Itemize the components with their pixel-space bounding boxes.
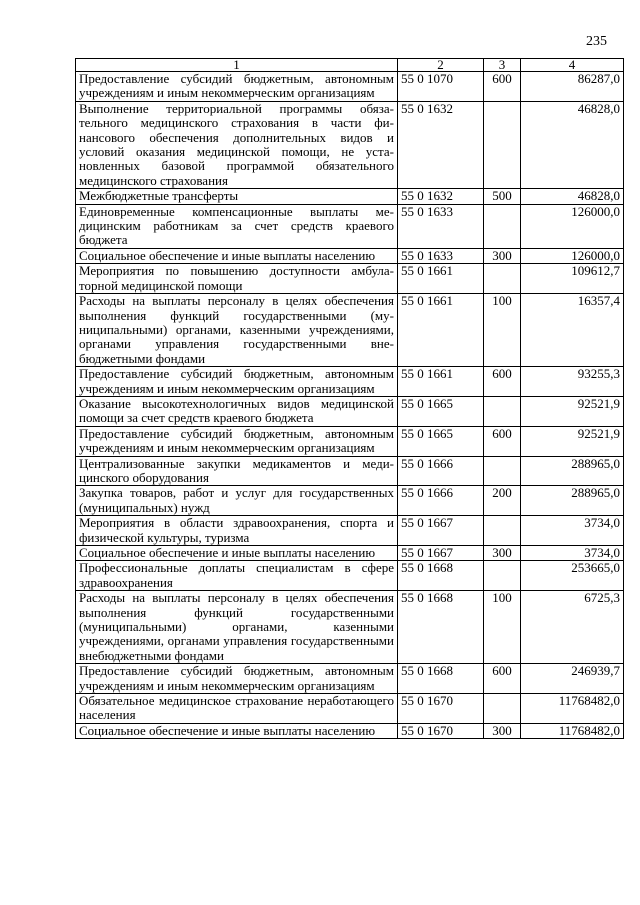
row-type-cell: 200 bbox=[484, 486, 521, 516]
row-amount-cell: 46828,0 bbox=[521, 189, 624, 204]
column-header-3: 3 bbox=[484, 59, 521, 72]
table-row bbox=[76, 426, 624, 456]
row-code-cell: 55 0 1670 bbox=[398, 694, 484, 724]
row-amount-cell: 11768482,0 bbox=[521, 723, 624, 738]
table-row bbox=[76, 264, 624, 294]
row-name-cell: Предоставление субсидий бюджетным, автономным учреждениям и иным некоммерческим организациям bbox=[76, 664, 398, 694]
row-type-cell: 100 bbox=[484, 591, 521, 664]
table-row bbox=[76, 248, 624, 263]
page-number: 235 bbox=[586, 34, 607, 49]
row-amount-cell: 253665,0 bbox=[521, 561, 624, 591]
row-code-cell: 55 0 1667 bbox=[398, 546, 484, 561]
row-name-cell: Межбюджетные трансферты bbox=[76, 189, 398, 204]
budget-table bbox=[75, 58, 624, 739]
row-type-cell: 600 bbox=[484, 426, 521, 456]
column-header-4: 4 bbox=[521, 59, 624, 72]
row-name-cell: Выполнение территориальной программы обязательного медицинского страхования в части финансового обеспечения дополнительных видов и условий оказания медицинской помощи, не установленных базовой программой обязательного медицинского страхования bbox=[76, 101, 398, 188]
table-row bbox=[76, 591, 624, 664]
row-type-cell: 300 bbox=[484, 546, 521, 561]
row-name-cell: Профессиональные доплаты специалистам в сфере здравоохранения bbox=[76, 561, 398, 591]
row-type-cell bbox=[484, 561, 521, 591]
table-row bbox=[76, 664, 624, 694]
table-row bbox=[76, 72, 624, 102]
table-row bbox=[76, 204, 624, 248]
row-code-cell: 55 0 1666 bbox=[398, 456, 484, 486]
row-amount-cell: 126000,0 bbox=[521, 248, 624, 263]
table-row bbox=[76, 396, 624, 426]
table-row bbox=[76, 546, 624, 561]
row-type-cell: 600 bbox=[484, 72, 521, 102]
row-type-cell bbox=[484, 396, 521, 426]
row-name-cell: Социальное обеспечение и иные выплаты населению bbox=[76, 546, 398, 561]
row-amount-cell: 6725,3 bbox=[521, 591, 624, 664]
row-name-cell: Закупка товаров, работ и услуг для государственных (муниципальных) нужд bbox=[76, 486, 398, 516]
row-name-cell: Предоставление субсидий бюджетным, автономным учреждениям и иным некоммерческим организациям bbox=[76, 426, 398, 456]
row-type-cell bbox=[484, 264, 521, 294]
row-amount-cell: 92521,9 bbox=[521, 426, 624, 456]
row-amount-cell: 288965,0 bbox=[521, 456, 624, 486]
row-name-cell: Единовременные компенсационные выплаты медицинским работникам за счет средств краевого бюджета bbox=[76, 204, 398, 248]
row-code-cell: 55 0 1668 bbox=[398, 591, 484, 664]
row-type-cell bbox=[484, 516, 521, 546]
row-name-cell: Мероприятия в области здравоохранения, спорта и физической культуры, туризма bbox=[76, 516, 398, 546]
row-amount-cell: 86287,0 bbox=[521, 72, 624, 102]
row-name-cell: Расходы на выплаты персоналу в целях обеспечения выполнения функций государственными (муниципальными) органами, казенными учреждениями, органами управления государственными внебюджетными фондами bbox=[76, 294, 398, 367]
row-amount-cell: 93255,3 bbox=[521, 367, 624, 397]
table-row bbox=[76, 101, 624, 188]
row-name-cell: Оказание высокотехнологичных видов медицинской помощи за счет средств краевого бюджета bbox=[76, 396, 398, 426]
row-code-cell: 55 0 1661 bbox=[398, 294, 484, 367]
row-code-cell: 55 0 1670 bbox=[398, 723, 484, 738]
row-type-cell bbox=[484, 456, 521, 486]
row-name-cell: Расходы на выплаты персоналу в целях обеспечения выполнения функций государственными (муниципальными) органами, казенными учреждениями, органами управления государственными внебюджетными фондами bbox=[76, 591, 398, 664]
row-code-cell: 55 0 1633 bbox=[398, 248, 484, 263]
row-name-cell: Централизованные закупки медикаментов и медицинского оборудования bbox=[76, 456, 398, 486]
row-code-cell: 55 0 1633 bbox=[398, 204, 484, 248]
row-type-cell bbox=[484, 101, 521, 188]
row-type-cell: 600 bbox=[484, 664, 521, 694]
row-amount-cell: 3734,0 bbox=[521, 516, 624, 546]
row-amount-cell: 288965,0 bbox=[521, 486, 624, 516]
table-row bbox=[76, 516, 624, 546]
row-type-cell: 500 bbox=[484, 189, 521, 204]
row-type-cell: 300 bbox=[484, 723, 521, 738]
row-amount-cell: 92521,9 bbox=[521, 396, 624, 426]
table-row bbox=[76, 723, 624, 738]
row-amount-cell: 16357,4 bbox=[521, 294, 624, 367]
row-type-cell: 300 bbox=[484, 248, 521, 263]
row-name-cell: Обязательное медицинское страхование неработающего населения bbox=[76, 694, 398, 724]
row-type-cell bbox=[484, 694, 521, 724]
table-row bbox=[76, 456, 624, 486]
row-amount-cell: 246939,7 bbox=[521, 664, 624, 694]
table-row bbox=[76, 561, 624, 591]
table-row bbox=[76, 367, 624, 397]
table-row bbox=[76, 694, 624, 724]
row-code-cell: 55 0 1667 bbox=[398, 516, 484, 546]
row-code-cell: 55 0 1665 bbox=[398, 396, 484, 426]
row-type-cell: 600 bbox=[484, 367, 521, 397]
table-row bbox=[76, 189, 624, 204]
row-amount-cell: 46828,0 bbox=[521, 101, 624, 188]
row-amount-cell: 126000,0 bbox=[521, 204, 624, 248]
row-amount-cell: 109612,7 bbox=[521, 264, 624, 294]
row-code-cell: 55 0 1668 bbox=[398, 561, 484, 591]
row-type-cell bbox=[484, 204, 521, 248]
row-code-cell: 55 0 1632 bbox=[398, 101, 484, 188]
table-row bbox=[76, 294, 624, 367]
column-header-1: 1 bbox=[76, 59, 398, 72]
row-type-cell: 100 bbox=[484, 294, 521, 367]
row-code-cell: 55 0 1070 bbox=[398, 72, 484, 102]
row-code-cell: 55 0 1632 bbox=[398, 189, 484, 204]
row-amount-cell: 3734,0 bbox=[521, 546, 624, 561]
table-header-row bbox=[76, 59, 624, 72]
row-code-cell: 55 0 1666 bbox=[398, 486, 484, 516]
column-header-2: 2 bbox=[398, 59, 484, 72]
row-code-cell: 55 0 1661 bbox=[398, 367, 484, 397]
row-name-cell: Социальное обеспечение и иные выплаты населению bbox=[76, 723, 398, 738]
row-name-cell: Предоставление субсидий бюджетным, автономным учреждениям и иным некоммерческим организациям bbox=[76, 72, 398, 102]
row-name-cell: Предоставление субсидий бюджетным, автономным учреждениям и иным некоммерческим организациям bbox=[76, 367, 398, 397]
row-code-cell: 55 0 1661 bbox=[398, 264, 484, 294]
row-name-cell: Социальное обеспечение и иные выплаты населению bbox=[76, 248, 398, 263]
row-code-cell: 55 0 1668 bbox=[398, 664, 484, 694]
row-name-cell: Мероприятия по повышению доступности амбулаторной медицинской помощи bbox=[76, 264, 398, 294]
table-row bbox=[76, 486, 624, 516]
row-amount-cell: 11768482,0 bbox=[521, 694, 624, 724]
row-code-cell: 55 0 1665 bbox=[398, 426, 484, 456]
